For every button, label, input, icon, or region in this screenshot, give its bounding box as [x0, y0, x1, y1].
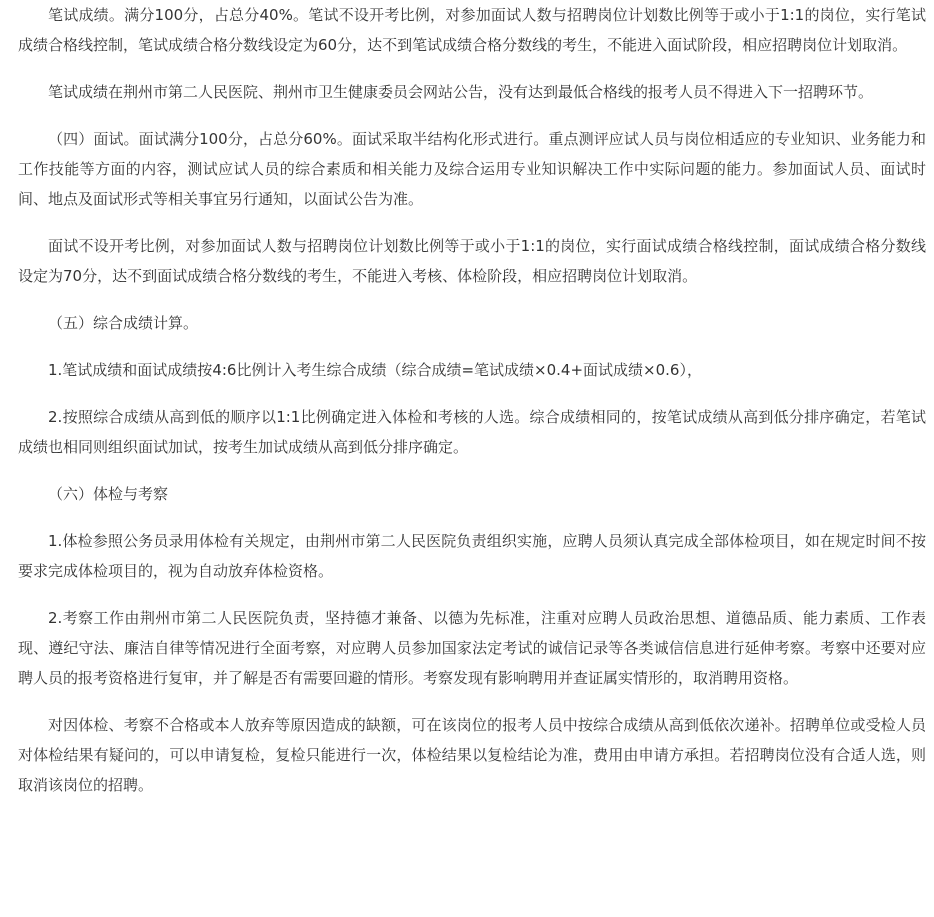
paragraph-gap — [18, 693, 926, 710]
paragraph-written-exam-announcement: 笔试成绩在荆州市第二人民医院、荆州市卫生健康委员会网站公告，没有达到最低合格线的报考人员不得进入下一招聘环节。 — [48, 83, 874, 101]
section-heading-physical-exam: （六）体检与考察 — [48, 485, 169, 503]
paragraph-gap — [18, 291, 926, 308]
paragraph-gap — [18, 385, 926, 402]
paragraph-gap — [18, 586, 926, 603]
paragraph-written-exam-score: 笔试成绩。满分100分，占总分40%。笔试不设开考比例，对参加面试人数与招聘岗位计划数比例等于或小于1:1的岗位，实行笔试成绩合格线控制，笔试成绩合格分数线设定为60分，达不到笔试成绩合格分数线的考生，不能进入面试阶段，相应招聘岗位计划取消。 — [18, 6, 926, 54]
paragraph-score-weighting: 1.笔试成绩和面试成绩按4:6比例计入考生综合成绩（综合成绩=笔试成绩×0.4+面试成绩×0.6）， — [48, 361, 702, 379]
paragraph-gap — [18, 338, 926, 355]
paragraph-candidate-ranking: 2.按照综合成绩从高到低的顺序以1:1比例确定进入体检和考核的人选。综合成绩相同的，按笔试成绩从高到低分排序确定，若笔试成绩也相同则组织面试加试，按考生加试成绩从高到低分排序确定。 — [18, 408, 926, 456]
paragraph-inspection: 2.考察工作由荆州市第二人民医院负责，坚持德才兼备、以德为先标准，注重对应聘人员政治思想、道德品质、能力素质、工作表现、遵纪守法、廉洁自律等情况进行全面考察，对应聘人员参加国家法定考试的诚信记录等各类诚信信息进行延伸考察。考察中还要对应聘人员的报考资格进行复审，并了解是否有需要回避的情形。考察发现有影响聘用并查证属实情形的，取消聘用资格。 — [18, 609, 926, 687]
paragraph-gap — [18, 214, 926, 231]
paragraph-interview: （四）面试。面试满分100分，占总分60%。面试采取半结构化形式进行。重点测评应试人员与岗位相适应的专业知识、业务能力和工作技能等方面的内容，测试应试人员的综合素质和相关能力及综合运用专业知识解决工作中实际问题的能力。参加面试人员、面试时间、地点及面试形式等相关事宜另行通知，以面试公告为准。 — [18, 130, 926, 208]
paragraph-gap — [18, 107, 926, 124]
paragraph-gap — [18, 462, 926, 479]
paragraph-vacancy-replacement: 对因体检、考察不合格或本人放弃等原因造成的缺额，可在该岗位的报考人员中按综合成绩从高到低依次递补。招聘单位或受检人员对体检结果有疑问的，可以申请复检，复检只能进行一次，体检结果以复检结论为准，费用由申请方承担。若招聘岗位没有合适人选，则取消该岗位的招聘。 — [18, 716, 926, 794]
paragraph-physical-exam: 1.体检参照公务员录用体检有关规定，由荆州市第二人民医院负责组织实施，应聘人员须认真完成全部体检项目，如在规定时间不按要求完成体检项目的，视为自动放弃体检资格。 — [18, 532, 926, 580]
paragraph-gap — [18, 509, 926, 526]
section-heading-composite-score: （五）综合成绩计算。 — [48, 314, 199, 332]
paragraph-gap — [18, 60, 926, 77]
paragraph-interview-threshold: 面试不设开考比例，对参加面试人数与招聘岗位计划数比例等于或小于1:1的岗位，实行面试成绩合格线控制，面试成绩合格分数线设定为70分，达不到面试成绩合格分数线的考生，不能进入考核、体检阶段，相应招聘岗位计划取消。 — [18, 237, 926, 285]
